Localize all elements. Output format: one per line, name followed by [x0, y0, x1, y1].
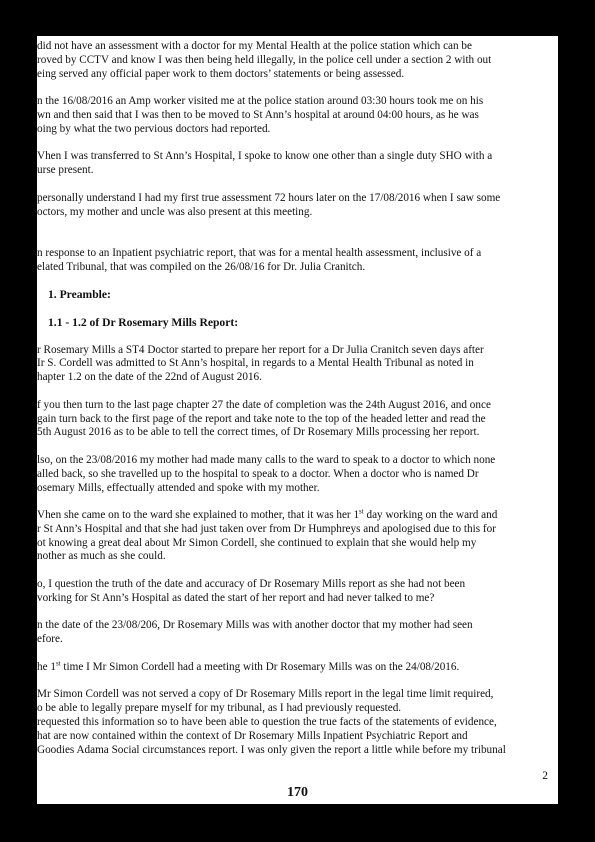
- text-line: o, I question the truth of the date and accuracy of Dr Rosemary Mills report as she had not been: [37, 578, 466, 591]
- text-line: did not have an assessment with a doctor for my Mental Health at the police station which can be: [37, 40, 472, 52]
- text-line: hapter 1.2 on the date of the 22nd of August 2016.: [37, 371, 262, 384]
- paragraph: [37, 454, 555, 495]
- text-line: urse present.: [37, 164, 94, 177]
- text-line: personally understand I had my first true assessment 72 hours later on the 17/08/2016 when I saw some: [37, 191, 501, 204]
- text-line: gain turn back to the first page of the report and take note to the top of the headed letter and read the: [37, 412, 486, 425]
- text-line: Mr Simon Cordell was not served a copy of Dr Rosemary Mills report in the legal time limit required,: [37, 688, 494, 701]
- paragraph: [37, 688, 555, 716]
- text-line: nother as much as she could.: [37, 550, 166, 563]
- paragraph: [37, 150, 555, 178]
- bundle-page-stamp: 170: [287, 785, 308, 800]
- text-line: n the date of the 23/08/206, Dr Rosemary Mills was with another doctor that my mother had seen: [37, 619, 473, 632]
- paragraph: [37, 619, 555, 647]
- document-body: [37, 40, 555, 771]
- paragraph: [37, 716, 555, 757]
- text-line: eing served any official paper work to them doctors’ statements or being assessed.: [37, 67, 405, 80]
- text-line: 5th August 2016 as to be able to tell the correct times, of Dr Rosemary Mills processing her report.: [37, 426, 480, 439]
- text-line: octors, my mother and uncle was also present at this meeting.: [37, 205, 313, 218]
- subsection-heading: 1.1 - 1.2 of Dr Rosemary Mills Report:: [48, 315, 239, 329]
- text-line: osemary Mills, effectually attended and spoke with my mother.: [37, 481, 320, 494]
- text-line: Vhen she came on to the ward she explained to mother, that it was her 1st day working on the ward and: [37, 509, 498, 522]
- text-line: wn and then said that I was then to be moved to St Ann’s hospital at around 04:00 hours, as he was: [37, 108, 479, 121]
- paragraph: [37, 578, 555, 606]
- text-line: Goodies Adama Social circumstances report. I was only given the report a little while before my tribunal: [37, 743, 506, 756]
- text-line: n response to an Inpatient psychiatric report, that was for a mental health assessment, inclusive of a: [37, 246, 482, 259]
- paragraph: [37, 661, 555, 675]
- text-line: lso, on the 23/08/2016 my mother had made many calls to the ward to speak to a doctor to which none: [37, 453, 496, 466]
- text-line: efore.: [37, 633, 63, 646]
- paragraph: [37, 247, 555, 275]
- text-line: Vhen I was transferred to St Ann’s Hospital, I spoke to know one other than a single duty SHO with a: [37, 150, 493, 163]
- text-line: elated Tribunal, that was compiled on the 26/08/16 for Dr. Julia Cranitch.: [37, 260, 366, 273]
- text-line: roved by CCTV and know I was then being held illegally, in the police cell under a section 2 with out: [37, 53, 492, 66]
- paragraph: [37, 95, 555, 136]
- paragraph: [37, 509, 555, 564]
- text-line: r St Ann’s Hospital and that she had just taken over from Dr Humphreys and apologised due to this for: [37, 522, 496, 535]
- paragraph: [37, 399, 555, 440]
- section-heading: 1. Preamble:: [48, 288, 111, 302]
- text-line: f you then turn to the last page chapter 27 the date of completion was the 24th August 2016, and once: [37, 398, 491, 411]
- text-line: oing by what the two pervious doctors had reported.: [37, 122, 271, 135]
- paragraph: [37, 344, 555, 385]
- text-line: ot knowing a great deal about Mr Simon Cordell, she continued to explain that she would help my: [37, 536, 477, 549]
- text-line: r Rosemary Mills a ST4 Doctor started to prepare her report for a Dr Julia Cranitch seven days after: [37, 343, 484, 356]
- text-line: vorking for St Ann’s Hospital as dated the start of her report and had never talked to me?: [37, 591, 435, 604]
- text-line: Ir S. Cordell was admitted to St Ann’s hospital, in regards to a Mental Health Tribunal as noted in: [37, 357, 474, 370]
- document-page: [37, 36, 558, 804]
- text-line: hat are now contained within the context of Dr Rosemary Mills Inpatient Psychiatric Report and: [37, 729, 468, 742]
- text-line: alled back, so she travelled up to the hospital to speak to a doctor. When a doctor who is named Dr: [37, 467, 479, 480]
- text-line: he 1st time I Mr Simon Cordell had a meeting with Dr Rosemary Mills was on the 24/08/2016.: [37, 660, 460, 673]
- paragraph: [37, 40, 555, 81]
- text-line: requested this information so to have been able to question the true facts of the statements of evidence,: [37, 716, 497, 729]
- text-line: o be able to legally prepare myself for my tribunal, as I had previously requested.: [37, 702, 402, 715]
- paragraph: [37, 192, 555, 220]
- text-line: n the 16/08/2016 an Amp worker visited me at the police station around 03:30 hours took me on his: [37, 95, 484, 108]
- page-number: 2: [542, 770, 548, 782]
